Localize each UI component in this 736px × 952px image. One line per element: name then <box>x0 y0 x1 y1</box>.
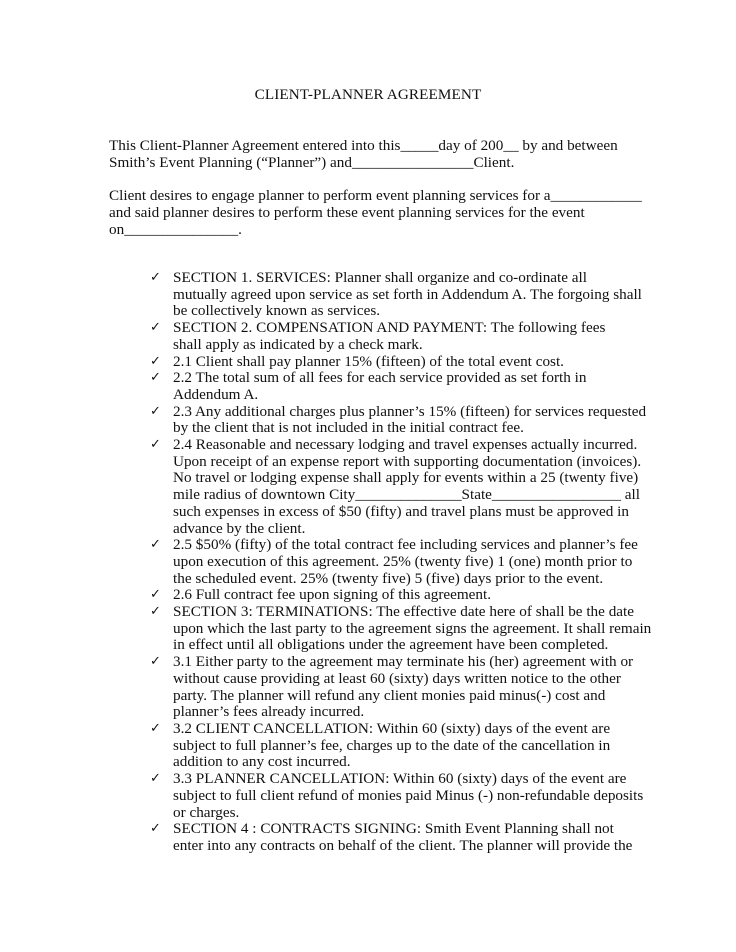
section-text-line: or charges. <box>173 803 240 821</box>
section-text-line: subject to full planner’s fee, charges up to the date of the cancellation in <box>173 736 611 754</box>
section-item <box>147 370 647 403</box>
section-text-line: upon which the last party to the agreement signs the agreement. It shall remain <box>173 619 652 637</box>
section-text-line: advance by the client. <box>173 519 306 537</box>
section-text-line: be collectively known as services. <box>173 302 381 320</box>
section-text-line: by the client that is not included in the initial contract fee. <box>173 419 524 437</box>
section-text-line: Upon receipt of an expense report with supporting documentation (invoices). <box>173 452 642 470</box>
checkmark-icon: ✓ <box>150 320 161 336</box>
section-item <box>147 771 647 821</box>
purpose-line: and said planner desires to perform these event planning services for the event <box>109 204 585 221</box>
section-text-line: SECTION 4 : CONTRACTS SIGNING: Smith Event Planning shall not <box>173 820 614 838</box>
section-text-line: SECTION 3: TERMINATIONS: The effective date here of shall be the date <box>173 603 634 621</box>
section-item <box>147 270 647 320</box>
purpose-line: on_______________. <box>109 221 242 238</box>
checkmark-icon: ✓ <box>150 654 161 670</box>
section-item <box>147 654 647 721</box>
section-text-line: enter into any contracts on behalf of the client. The planner will provide the <box>173 836 633 854</box>
checkmark-icon: ✓ <box>150 720 161 736</box>
checkmark-icon: ✓ <box>150 821 161 837</box>
purpose-paragraph <box>109 187 642 238</box>
intro-line: This Client-Planner Agreement entered into this_____day of 200__ by and between <box>109 137 618 154</box>
section-text-line: 2.5 $50% (fifty) of the total contract fee including services and planner’s fee <box>173 536 638 554</box>
intro-line: Smith’s Event Planning (“Planner”) and________________Client. <box>109 154 515 171</box>
section-text-line: 2.2 The total sum of all fees for each service provided as set forth in <box>173 369 587 387</box>
checkmark-icon: ✓ <box>150 437 161 453</box>
section-text-line: SECTION 1. SERVICES: Planner shall organize and co-ordinate all <box>173 269 587 286</box>
section-text-line: 3.1 Either party to the agreement may terminate his (her) agreement with or <box>173 653 634 671</box>
section-item <box>147 320 647 353</box>
document-title: CLIENT-PLANNER AGREEMENT <box>254 86 482 103</box>
intro-paragraph <box>109 137 639 171</box>
section-item <box>147 721 647 771</box>
section-text-line: subject to full client refund of monies paid Minus (-) non-refundable deposits <box>173 786 644 804</box>
section-item <box>147 404 647 437</box>
section-text-line: in effect until all obligations under the agreement have been completed. <box>173 636 609 654</box>
purpose-line: Client desires to engage planner to perform event planning services for a____________ <box>109 187 642 204</box>
section-item <box>147 437 647 537</box>
section-text-line: Addendum A. <box>173 385 259 403</box>
section-text-line: 3.2 CLIENT CANCELLATION: Within 60 (sixty) days of the event are <box>173 719 611 737</box>
section-item <box>147 354 647 371</box>
section-text-line: No travel or lodging expense shall apply for events within a 25 (twenty five) <box>173 469 639 487</box>
section-text-line: SECTION 2. COMPENSATION AND PAYMENT: The following fees <box>173 319 606 337</box>
section-text-line: 2.3 Any additional charges plus planner’s 15% (fifteen) for services requested <box>173 402 647 420</box>
section-text-line: the scheduled event. 25% (twenty five) 5 (five) days prior to the event. <box>173 569 604 587</box>
checkmark-icon: ✓ <box>150 370 161 386</box>
section-text-line: mutually agreed upon service as set forth in Addendum A. The forgoing shall <box>173 285 642 303</box>
checkmark-icon: ✓ <box>150 587 161 603</box>
section-text-line: 2.1 Client shall pay planner 15% (fifteen) of the total event cost. <box>173 352 564 370</box>
checkmark-icon: ✓ <box>150 270 161 285</box>
checkmark-icon: ✓ <box>150 403 161 419</box>
section-text-line: without cause providing at least 60 (sixty) days written notice to the other <box>173 669 621 687</box>
sections-list <box>147 269 652 855</box>
section-item <box>147 587 647 604</box>
section-text-line: party. The planner will refund any client monies paid minus(-) cost and <box>173 686 606 704</box>
section-text-line: shall apply as indicated by a check mark. <box>173 335 423 353</box>
section-item <box>147 537 647 587</box>
section-item <box>147 821 647 854</box>
section-text-line: 2.4 Reasonable and necessary lodging and travel expenses actually incurred. <box>173 436 638 454</box>
checkmark-icon: ✓ <box>150 537 161 553</box>
section-text-line: 2.6 Full contract fee upon signing of this agreement. <box>173 586 492 604</box>
checkmark-icon: ✓ <box>150 604 161 620</box>
checkmark-icon: ✓ <box>150 353 161 369</box>
section-item <box>147 603 652 654</box>
section-text-line: upon execution of this agreement. 25% (twenty five) 1 (one) month prior to <box>173 552 633 570</box>
section-text-line: 3.3 PLANNER CANCELLATION: Within 60 (sixty) days of the event are <box>173 770 627 788</box>
section-text-line: mile radius of downtown City______________State_________________ all <box>173 486 640 504</box>
checkmark-icon: ✓ <box>150 771 161 787</box>
section-text-line: addition to any cost incurred. <box>173 753 351 771</box>
section-text-line: such expenses in excess of $50 (fifty) and travel plans must be approved in <box>173 502 629 520</box>
section-text-line: planner’s fees already incurred. <box>173 703 365 721</box>
